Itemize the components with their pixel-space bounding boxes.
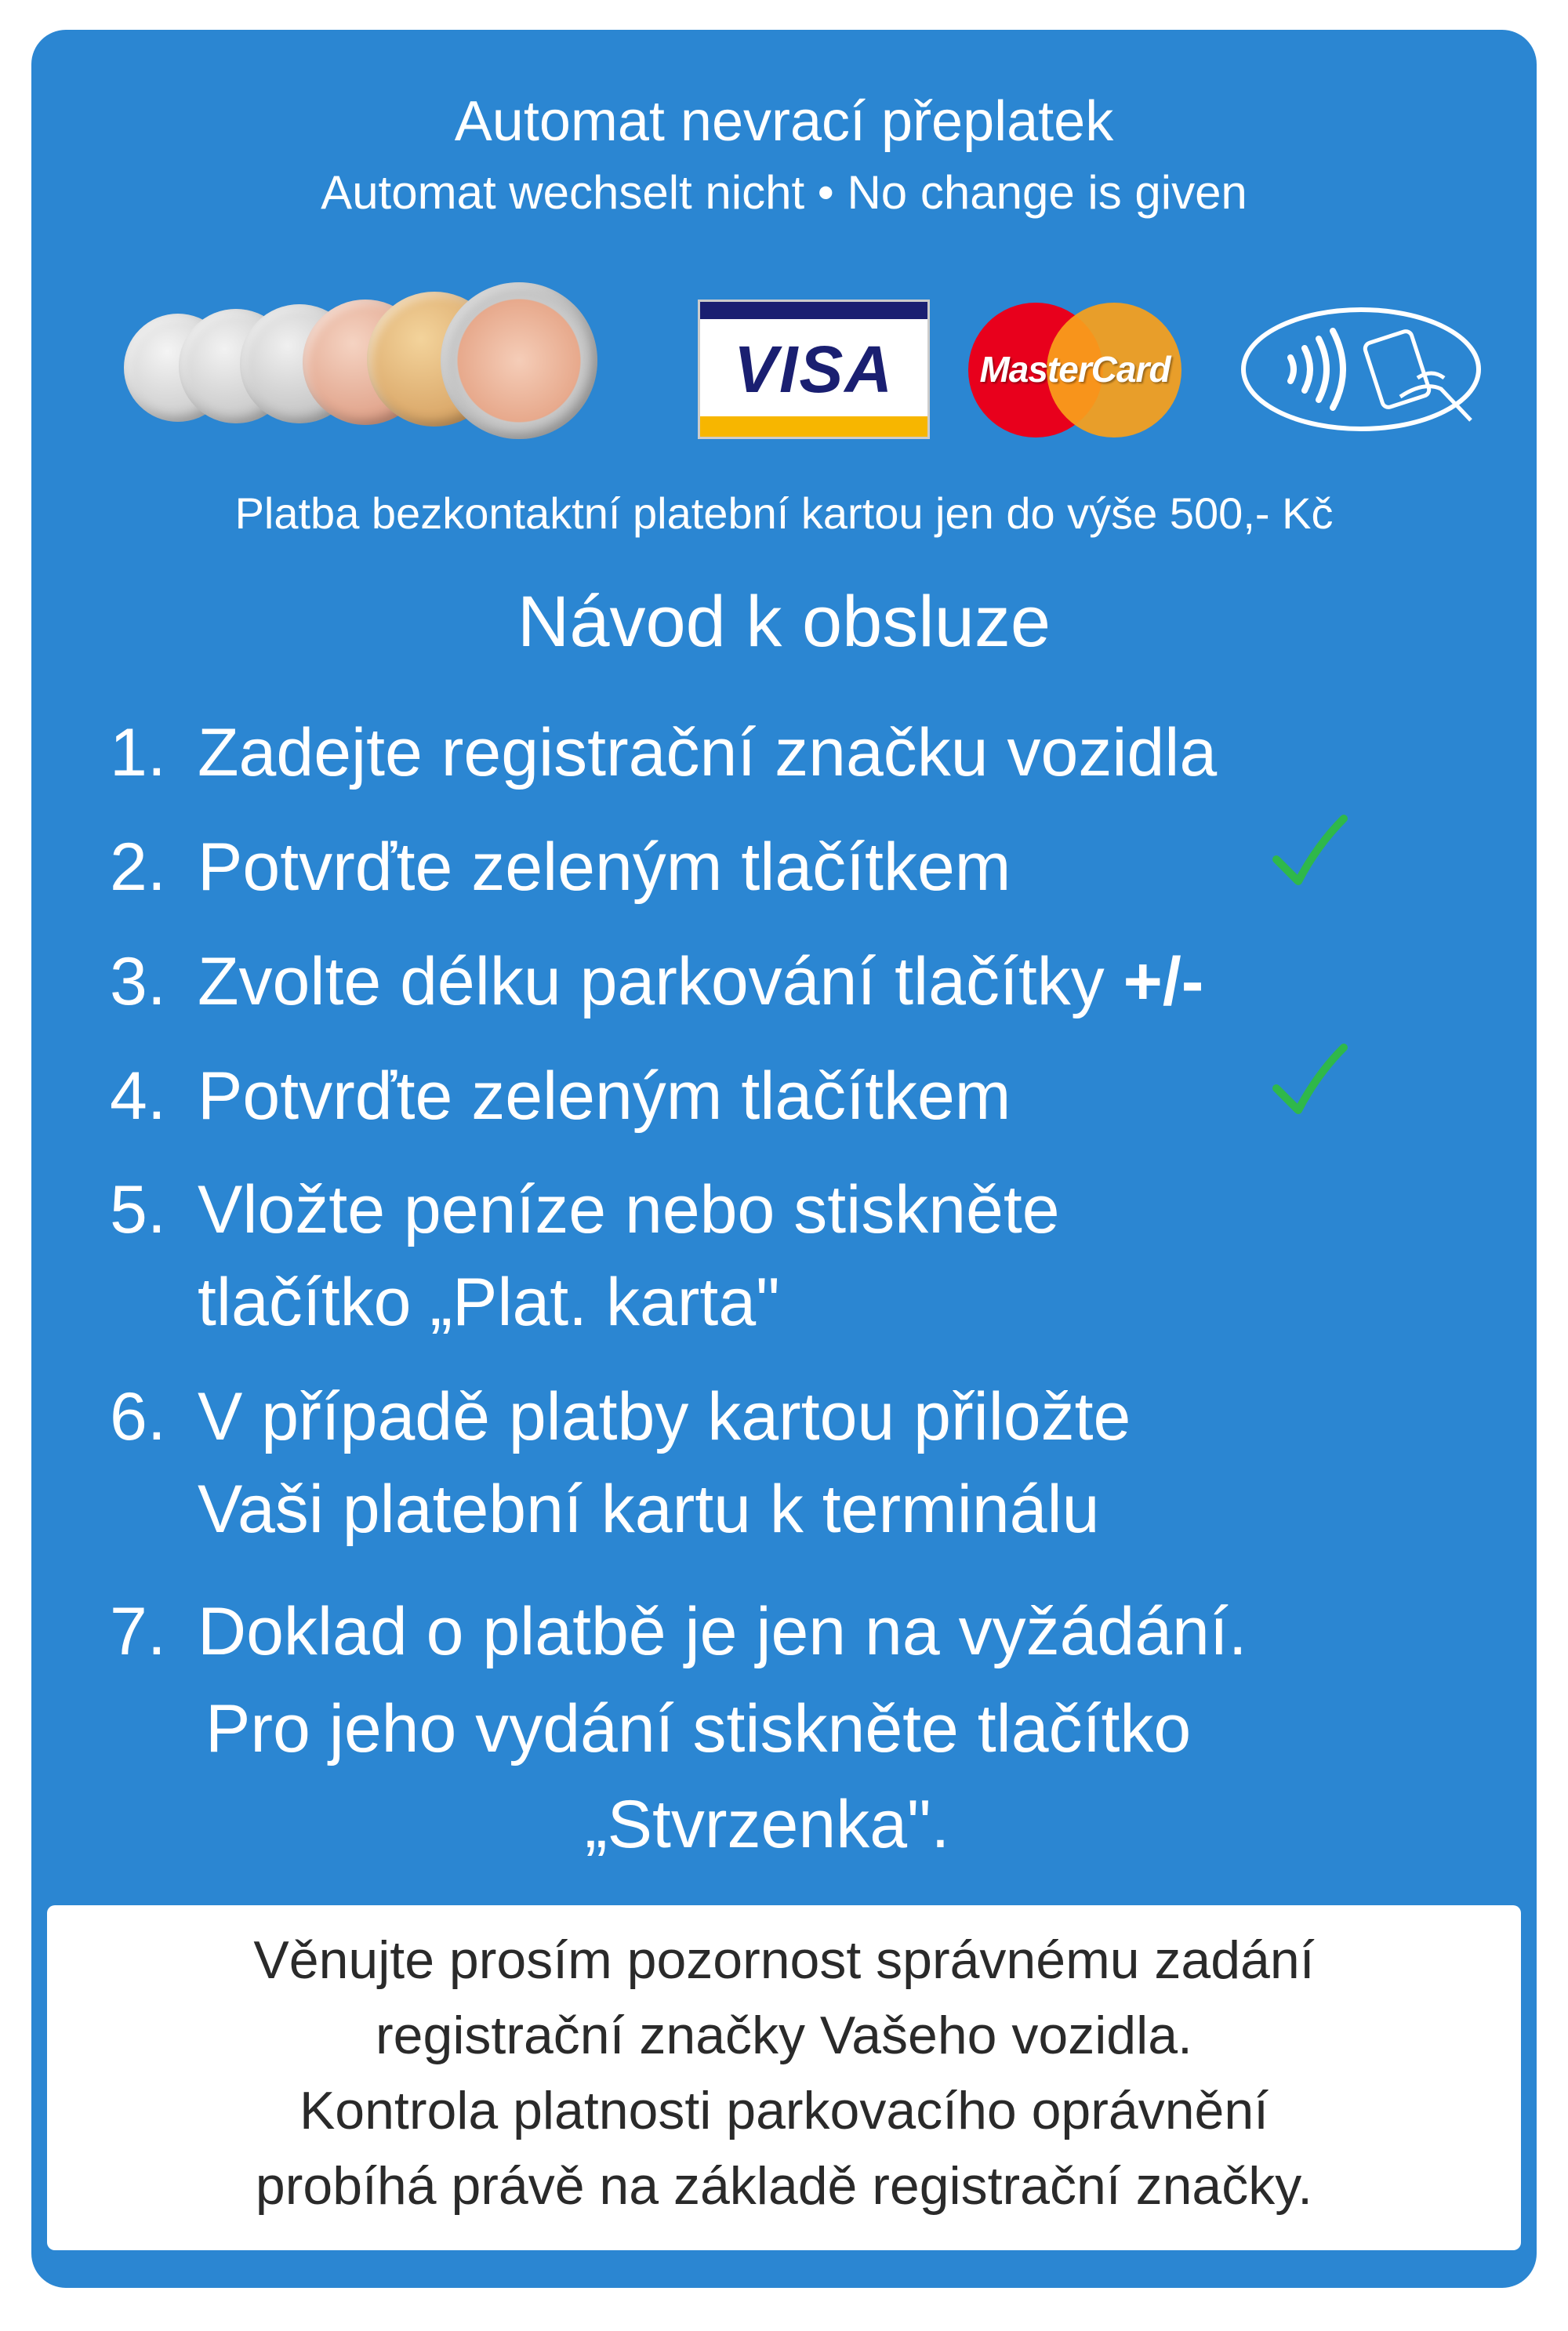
step-text: Potvrďte zeleným tlačítkem bbox=[198, 830, 1011, 905]
parking-instructions-card bbox=[31, 30, 1537, 2288]
visa-logo: VISA bbox=[698, 300, 930, 439]
notice-line-1: Věnujte prosím pozornost správnému zadání bbox=[253, 1930, 1315, 1990]
step-5 bbox=[110, 1164, 1060, 1256]
payment-methods-row bbox=[31, 257, 1537, 414]
step-text: Zvolte délku parkování tlačítky bbox=[198, 944, 1105, 1019]
step-6 bbox=[110, 1371, 1131, 1463]
step-7-continuation: Pro jeho vydání stiskněte tlačítko bbox=[205, 1691, 1192, 1766]
green-check-icon bbox=[1270, 814, 1348, 892]
no-change-notice-cz: Automat nevrací přeplatek bbox=[454, 90, 1114, 153]
step-number: 6. bbox=[110, 1379, 166, 1454]
step-number: 7. bbox=[110, 1594, 166, 1669]
no-change-notice-de-en: Automat wechselt nicht • No change is given bbox=[321, 166, 1247, 219]
notice-box bbox=[47, 1905, 1521, 2250]
step-3 bbox=[110, 935, 1203, 1028]
notice-line-2: registrační značky Vašeho vozidla. bbox=[376, 2006, 1192, 2065]
step-6-continuation: Vaši platební kartu k terminálu bbox=[198, 1472, 1100, 1547]
contactless-payment-icon bbox=[1236, 303, 1486, 436]
mastercard-logo: MasterCard bbox=[968, 303, 1181, 438]
step-number: 4. bbox=[110, 1058, 166, 1134]
step-number: 5. bbox=[110, 1172, 166, 1247]
step-number: 1. bbox=[110, 715, 166, 790]
step-number: 3. bbox=[110, 944, 166, 1019]
step-text: V případě platby kartou přiložte bbox=[198, 1379, 1131, 1454]
step-text: Zadejte registrační značku vozidla bbox=[198, 715, 1218, 790]
notice-line-4: probíhá právě na základě registrační značky. bbox=[255, 2156, 1313, 2216]
step-text: Potvrďte zeleným tlačítkem bbox=[198, 1058, 1011, 1134]
step-7-continuation-2: „Stvrzenka". bbox=[585, 1787, 950, 1862]
step-text: Vložte peníze nebo stiskněte bbox=[198, 1172, 1060, 1247]
step-number: 2. bbox=[110, 830, 166, 905]
step-text: Doklad o platbě je jen na vyžádání. bbox=[198, 1594, 1247, 1669]
step-7 bbox=[110, 1585, 1247, 1678]
instructions-title: Návod k obsluze bbox=[517, 582, 1051, 662]
green-check-icon bbox=[1270, 1043, 1348, 1121]
plus-minus-symbol: +/- bbox=[1123, 944, 1204, 1019]
step-2 bbox=[110, 821, 1011, 913]
step-4 bbox=[110, 1050, 1011, 1142]
step-1 bbox=[110, 706, 1217, 799]
step-5-continuation: tlačítko „Plat. karta" bbox=[198, 1265, 780, 1340]
contactless-limit-text: Platba bezkontaktní platební kartou jen do výše 500,- Kč bbox=[234, 488, 1334, 538]
notice-line-3: Kontrola platnosti parkovacího oprávnění bbox=[299, 2081, 1269, 2140]
